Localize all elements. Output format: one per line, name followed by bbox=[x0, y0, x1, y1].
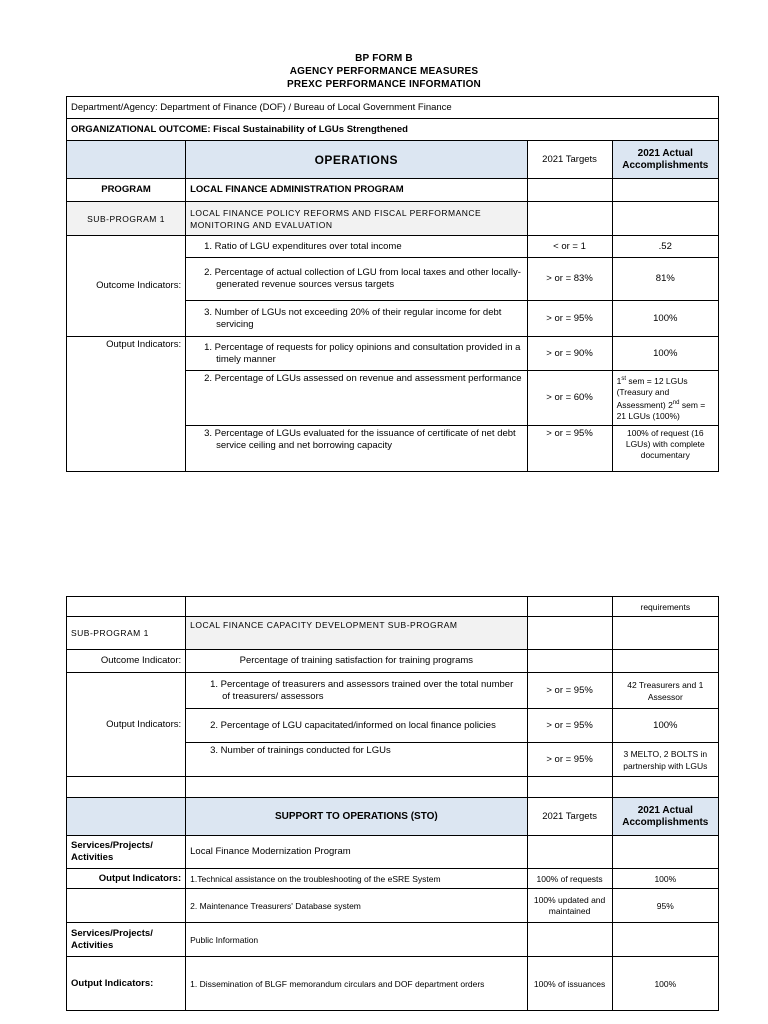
actual-value: 100% bbox=[612, 869, 718, 889]
empty-cell bbox=[527, 202, 612, 236]
org-outcome-label: ORGANIZATIONAL OUTCOME: bbox=[71, 123, 211, 135]
empty-cell bbox=[527, 836, 612, 869]
empty-cell bbox=[527, 923, 612, 957]
program-name: LOCAL FINANCE ADMINISTRATION PROGRAM bbox=[186, 179, 527, 202]
modernization-program: Local Finance Modernization Program bbox=[186, 836, 527, 869]
program-label: PROGRAM bbox=[67, 179, 186, 202]
empty-cell bbox=[67, 597, 186, 617]
empty-cell bbox=[527, 650, 612, 673]
department-row: Department/Agency: Department of Finance (DOF) / Bureau of Local Government Finance bbox=[67, 97, 719, 119]
empty-cell bbox=[186, 777, 527, 798]
services-label: Services/Projects/ Activities bbox=[67, 836, 186, 869]
performance-table-1 bbox=[66, 96, 719, 472]
indicator-text: 1. Percentage of requests for policy opinions and consultation provided in a timely manner bbox=[186, 337, 527, 371]
target-value: 100% of issuances bbox=[527, 957, 612, 1011]
target-value: > or = 95% bbox=[527, 709, 612, 743]
table-row bbox=[67, 337, 719, 371]
form-subtitle: AGENCY PERFORMANCE MEASURES bbox=[289, 66, 479, 77]
indicator-text: 2. Maintenance Treasurers' Database system bbox=[186, 889, 527, 923]
target-value: > or = 83% bbox=[527, 258, 612, 301]
outcome-indicators-label: Outcome Indicators: bbox=[67, 236, 186, 337]
actual-value: 42 Treasurers and 1 Assessor bbox=[612, 673, 718, 709]
empty-cell bbox=[527, 597, 612, 617]
empty-cell bbox=[612, 923, 718, 957]
outcome-indicator-label: Outcome Indicator: bbox=[67, 650, 186, 673]
actual-value: 100% of request (16 LGUs) with complete documentary bbox=[612, 426, 718, 472]
blank-header-cell bbox=[67, 141, 186, 179]
target-value: 100% updated and maintained bbox=[527, 889, 612, 923]
empty-cell bbox=[527, 777, 612, 798]
indicator-text: 1. Dissemination of BLGF memorandum circulars and DOF department orders bbox=[186, 957, 527, 1011]
empty-cell bbox=[612, 202, 718, 236]
actual-value: 100% bbox=[612, 301, 718, 337]
target-value: < or = 1 bbox=[527, 236, 612, 258]
performance-table-2 bbox=[66, 596, 719, 1011]
superscript: st bbox=[621, 376, 626, 383]
empty-cell bbox=[612, 179, 718, 202]
target-value: > or = 90% bbox=[527, 337, 612, 371]
org-outcome-value: Fiscal Sustainability of LGUs Strengthened bbox=[210, 123, 408, 135]
indicator-text: 1. Ratio of LGU expenditures over total income bbox=[186, 236, 527, 258]
org-outcome-row bbox=[67, 119, 719, 141]
continued-text: requirements bbox=[612, 597, 718, 617]
accomplishments-header: 2021 Actual Accomplishments bbox=[612, 798, 718, 836]
indicator-text: 2. Percentage of LGUs assessed on revenue and assessment performance bbox=[186, 371, 527, 426]
target-value: 100% of requests bbox=[527, 869, 612, 889]
actual-text: sem = 21 LGUs (100%) bbox=[616, 399, 706, 421]
table-row bbox=[67, 236, 719, 258]
target-value: > or = 95% bbox=[527, 301, 612, 337]
target-value: > or = 95% bbox=[527, 426, 612, 472]
empty-cell bbox=[612, 836, 718, 869]
target-value: > or = 95% bbox=[527, 743, 612, 777]
target-value: > or = 60% bbox=[527, 371, 612, 426]
indicator-text: 1. Percentage of treasurers and assessors trained over the total number of treasurers/ assessors bbox=[186, 673, 527, 709]
outcome-indicator-text: Percentage of training satisfaction for training programs bbox=[186, 650, 527, 673]
subprogram-name: LOCAL FINANCE POLICY REFORMS AND FISCAL PERFORMANCE MONITORING AND EVALUATION bbox=[186, 202, 527, 236]
indicator-text: 3. Number of trainings conducted for LGUs bbox=[186, 743, 527, 777]
empty-cell bbox=[527, 179, 612, 202]
actual-value: 81% bbox=[612, 258, 718, 301]
table-row bbox=[67, 869, 719, 889]
actual-value bbox=[612, 371, 718, 426]
indicator-text: 3. Percentage of LGUs evaluated for the issuance of certificate of net debt service ceiling and net borrowing capacity bbox=[186, 426, 527, 472]
indicator-text: 1.Technical assistance on the troubleshooting of the eSRE System bbox=[186, 869, 527, 889]
empty-cell bbox=[612, 650, 718, 673]
services-label: Services/Projects/ Activities bbox=[67, 923, 186, 957]
actual-value: 3 MELTO, 2 BOLTS in partnership with LGUs bbox=[612, 743, 718, 777]
actual-text: 1 bbox=[616, 376, 622, 386]
table-row bbox=[67, 889, 719, 923]
blank-header-cell bbox=[67, 798, 186, 836]
empty-cell bbox=[67, 777, 186, 798]
empty-cell bbox=[612, 777, 718, 798]
actual-value: .52 bbox=[612, 236, 718, 258]
output-indicators-label: Output Indicators: bbox=[67, 673, 186, 777]
subprogram-name: LOCAL FINANCE CAPACITY DEVELOPMENT SUB-PROGRAM bbox=[186, 617, 527, 650]
actual-value: 100% bbox=[612, 337, 718, 371]
subprogram-label: SUB-PROGRAM 1 bbox=[67, 202, 186, 236]
accomplishments-header: 2021 Actual Accomplishments bbox=[612, 141, 718, 179]
empty-cell bbox=[527, 617, 612, 650]
actual-value: 100% bbox=[612, 709, 718, 743]
empty-cell bbox=[67, 889, 186, 923]
subprogram-label: SUB-PROGRAM 1 bbox=[67, 617, 186, 650]
actual-value: 95% bbox=[612, 889, 718, 923]
table-row bbox=[67, 957, 719, 1011]
target-value: > or = 95% bbox=[527, 673, 612, 709]
operations-header: OPERATIONS bbox=[186, 141, 527, 179]
sto-header: SUPPORT TO OPERATIONS (STO) bbox=[186, 798, 527, 836]
output-indicators-label: Output Indicators: bbox=[67, 957, 186, 1011]
actual-text: sem = 12 LGUs (Treasury and Assessment) 2 bbox=[616, 376, 688, 410]
indicator-text: 2. Percentage of LGU capacitated/informed on local finance policies bbox=[186, 709, 527, 743]
table-row bbox=[67, 673, 719, 709]
output-indicators-label: Output Indicators: bbox=[67, 337, 186, 472]
form-subtitle-2: PREXC PERFORMANCE INFORMATION bbox=[287, 79, 481, 90]
targets-header: 2021 Targets bbox=[527, 798, 612, 836]
targets-header: 2021 Targets bbox=[527, 141, 612, 179]
indicator-text: 2. Percentage of actual collection of LGU from local taxes and other locally-generated revenue sources versus targets bbox=[186, 258, 527, 301]
empty-cell bbox=[186, 597, 527, 617]
indicator-text: 3. Number of LGUs not exceeding 20% of their regular income for debt servicing bbox=[186, 301, 527, 337]
empty-cell bbox=[612, 617, 718, 650]
public-information: Public Information bbox=[186, 923, 527, 957]
form-title: BP FORM B bbox=[355, 53, 413, 64]
form-header bbox=[0, 52, 768, 91]
actual-value: 100% bbox=[612, 957, 718, 1011]
output-indicators-label: Output Indicators: bbox=[67, 869, 186, 889]
superscript: nd bbox=[672, 400, 680, 406]
